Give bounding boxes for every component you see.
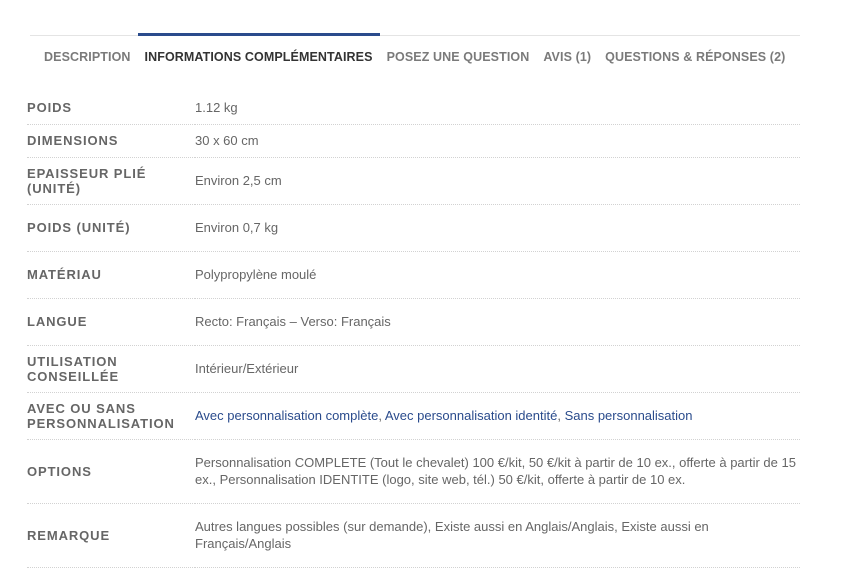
tab-posez-une-question[interactable]: POSEZ UNE QUESTION xyxy=(386,50,530,64)
link-separator: , xyxy=(378,408,385,423)
spec-label-dimensions: DIMENSIONS xyxy=(27,124,195,157)
spec-value-remarque: Autres langues possibles (sur demande), Existe aussi en Anglais/Anglais, Existe aussi en Français/Anglais xyxy=(195,503,800,567)
table-row xyxy=(27,251,800,298)
spec-label-materiau: MATÉRIAU xyxy=(27,251,195,298)
tab-informations-complementaires[interactable]: INFORMATIONS COMPLÉMENTAIRES xyxy=(138,36,380,76)
spec-value-personnalisation xyxy=(195,392,800,439)
spec-value-langue: Recto: Français – Verso: Français xyxy=(195,298,800,345)
link-separator: , xyxy=(557,408,565,423)
spec-value-poids: 1.12 kg xyxy=(195,91,800,124)
product-tabs xyxy=(30,35,800,76)
table-row xyxy=(27,124,800,157)
table-row xyxy=(27,204,800,251)
table-row xyxy=(27,503,800,567)
table-row xyxy=(27,439,800,503)
tab-avis[interactable]: AVIS (1) xyxy=(543,50,592,64)
table-row xyxy=(27,345,800,392)
spec-label-poids: POIDS xyxy=(27,91,195,124)
spec-label-poids-unite: POIDS (UNITÉ) xyxy=(27,204,195,251)
spec-value-epaisseur: Environ 2,5 cm xyxy=(195,157,800,204)
spec-label-remarque: REMARQUE xyxy=(27,503,195,567)
spec-value-dimensions: 30 x 60 cm xyxy=(195,124,800,157)
additional-information-table xyxy=(27,91,800,568)
link-sans-personnalisation[interactable]: Sans personnalisation xyxy=(564,408,693,423)
table-row xyxy=(27,157,800,204)
spec-value-utilisation: Intérieur/Extérieur xyxy=(195,345,800,392)
spec-label-personnalisation: AVEC OU SANS PERSONNALISATION xyxy=(27,392,195,439)
link-personnalisation-identite[interactable]: Avec personnalisation identité xyxy=(384,408,558,423)
spec-label-utilisation: UTILISATION CONSEILLÉE xyxy=(27,345,195,392)
tab-description[interactable]: DESCRIPTION xyxy=(44,50,131,64)
spec-label-epaisseur: EPAISSEUR PLIÉ (UNITÉ) xyxy=(27,157,195,204)
spec-value-materiau: Polypropylène moulé xyxy=(195,251,800,298)
table-row xyxy=(27,91,800,124)
spec-label-langue: LANGUE xyxy=(27,298,195,345)
link-personnalisation-complete[interactable]: Avec personnalisation complète xyxy=(195,408,379,423)
tab-questions-reponses[interactable]: QUESTIONS & RÉPONSES (2) xyxy=(605,50,786,64)
spec-value-options: Personnalisation COMPLETE (Tout le chevalet) 100 €/kit, 50 €/kit à partir de 10 ex., offerte à partir de 15 ex., Personnalisation IDENTITE (logo, site web, tél.) 50 €/kit, offerte à partir de 10 ex. xyxy=(195,439,800,503)
table-row xyxy=(27,298,800,345)
spec-value-poids-unite: Environ 0,7 kg xyxy=(195,204,800,251)
spec-label-options: OPTIONS xyxy=(27,439,195,503)
table-row xyxy=(27,392,800,439)
